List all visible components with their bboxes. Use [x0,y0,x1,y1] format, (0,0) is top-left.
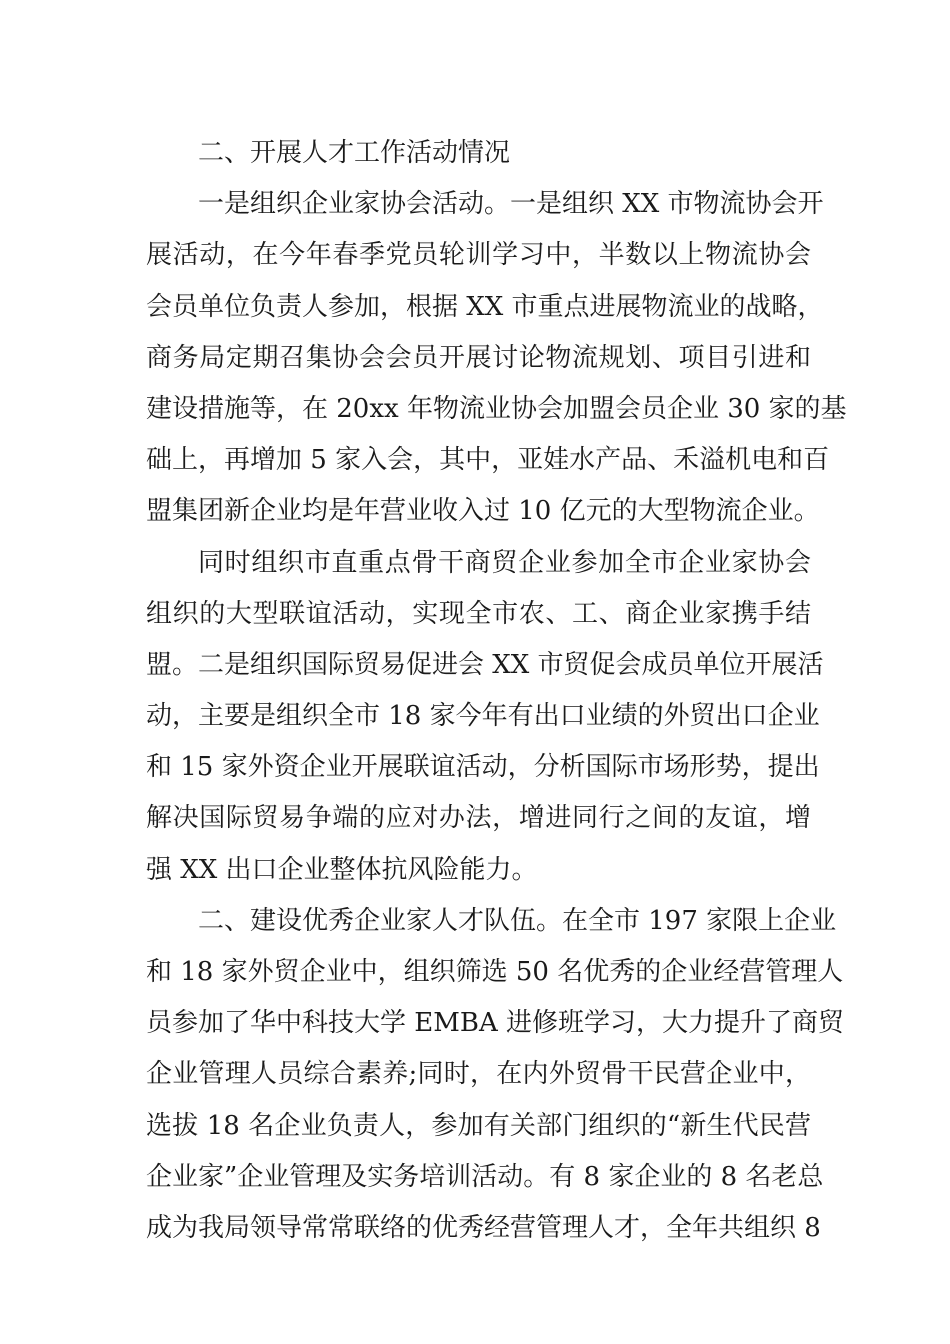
paragraph-line: 盟集团新企业均是年营业收入过 10 亿元的大型物流企业。 [146,496,820,527]
paragraph-line: 员参加了华中科技大学 EMBA 进修班学习，大力提升了商贸 [146,1008,845,1039]
paragraph-line: 企业家”企业管理及实务培训活动。有 8 家企业的 8 名老总 [146,1161,824,1192]
paragraph-line: 盟。二是组织国际贸易促进会 XX 市贸促会成员单位开展活 [146,649,824,680]
paragraph-line: 强 XX 出口企业整体抗风险能力。 [146,854,538,885]
paragraph-line: 选拔 18 名企业负责人，参加有关部门组织的“新生代民营 [146,1110,811,1141]
paragraph-line: 和 18 家外贸企业中，组织筛选 50 名优秀的企业经营管理人 [146,957,844,987]
document-body [146,128,847,1254]
paragraph-line: 展活动，在今年春季党员轮训学习中，半数以上物流协会 [146,240,811,271]
paragraph-line: 同时组织市直重点骨干商贸企业参加全市企业家协会 [198,547,811,578]
paragraph-line: 一是组织企业家协会活动。一是组织 XX 市物流协会开 [198,189,824,220]
paragraph-line: 动，主要是组织全市 18 家今年有出口业绩的外贸出口企业 [146,701,820,732]
paragraph-line: 组织的大型联谊活动，实现全市农、工、商企业家携手结 [146,598,811,629]
paragraph-line: 成为我局领导常常联络的优秀经营管理人才，全年共组织 8 [146,1212,821,1243]
paragraph-line: 企业管理人员综合素养;同时，在内外贸骨干民营企业中， [146,1059,811,1090]
paragraph-line: 会员单位负责人参加，根据 XX 市重点进展物流业的战略， [146,291,824,322]
section-heading: 二、开展人才工作活动情况 [198,138,511,168]
paragraph-line: 解决国际贸易争端的应对办法，增进同行之间的友谊，增 [146,803,811,834]
paragraph-line: 建设措施等，在 20xx 年物流业协会加盟会员企业 30 家的基 [146,393,847,424]
paragraph-line: 和 15 家外资企业开展联谊活动，分析国际市场形势，提出 [146,752,820,783]
paragraph-line: 础上，再增加 5 家入会，其中，亚娃水产品、禾溢机电和百 [146,445,830,476]
paragraph-line: 二、建设优秀企业家人才队伍。在全市 197 家限上企业 [198,905,837,936]
paragraph-line: 商务局定期召集协会会员开展讨论物流规划、项目引进和 [146,342,811,373]
